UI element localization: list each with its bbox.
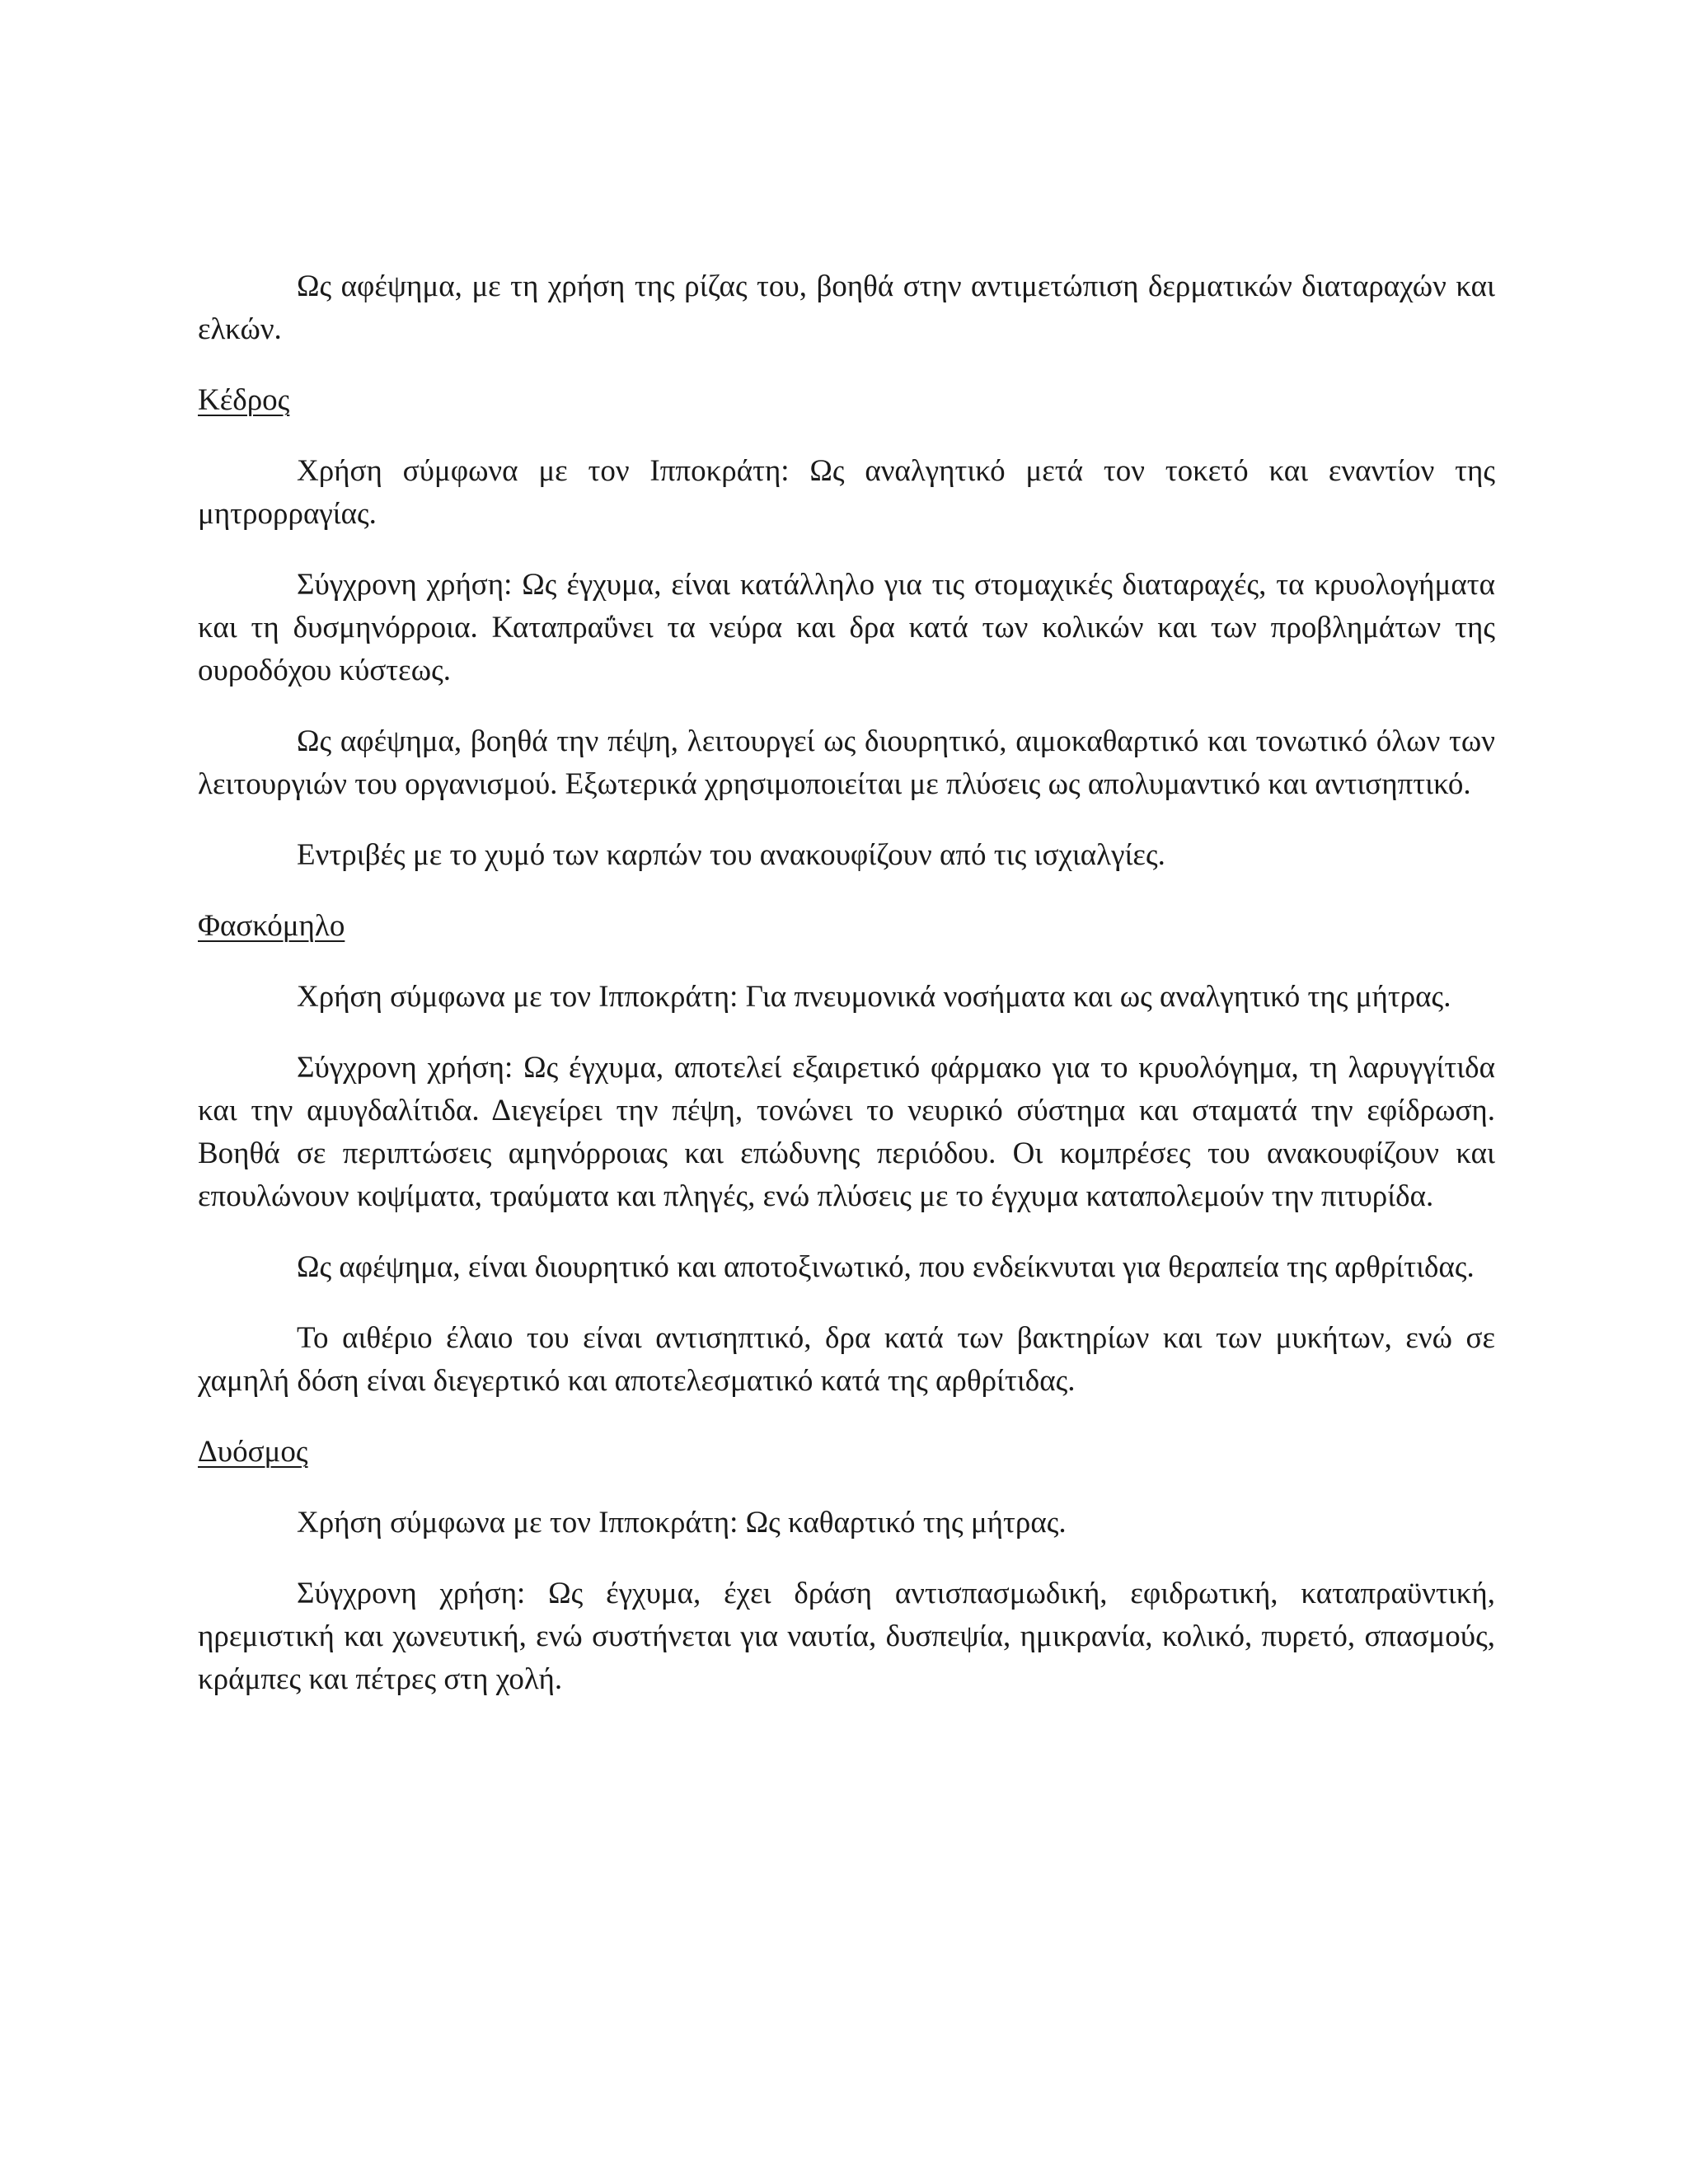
paragraph-kedros-modern-use: Σύγχρονη χρήση: Ως έγχυμα, είναι κατάλληλο για τις στομαχικές διαταραχές, τα κρυολογήματα και τη δυσμηνόρροια. Καταπραΰνει τα νεύρα και δρα κατά των κολικών και των προβλημάτων της ουροδόχου κύστεως. xyxy=(198,568,1495,687)
paragraph-kedros-decoction: Ως αφέψημα, βοηθά την πέψη, λειτουργεί ως διουρητικό, αιμοκαθαρτικό και τονωτικό όλων των λειτουργιών του οργανισμού. Εξωτερικά χρησιμοποιείται με πλύσεις ως απολυμαντικό και αντισηπτικό. xyxy=(198,724,1495,801)
paragraph-faskomilo-modern-use: Σύγχρονη χρήση: Ως έγχυμα, αποτελεί εξαιρετικό φάρμακο για το κρυολόγημα, τη λαρυγγίτιδα και την αμυγδαλίτιδα. Διεγείρει την πέψη, τονώνει το νευρικό σύστημα και σταματά την εφίδρωση. Βοηθά σε περιπτώσεις αμηνόρροιας και επώδυνης περιόδου. Οι κομπρέσες του ανακουφίζουν και επουλώνουν κοψίματα, τραύματα και πληγές, ενώ πλύσεις με το έγχυμα καταπολεμούν την πιτυρίδα. xyxy=(198,1051,1495,1213)
paragraph-kedros-rubs: Εντριβές με το χυμό των καρπών του ανακουφίζουν από τις ισχιαλγίες. xyxy=(297,838,1165,872)
paragraph-faskomilo-essential-oil: Το αιθέριο έλαιο του είναι αντισηπτικό, δρα κατά των βακτηρίων και των μυκήτων, ενώ σε χαμηλή δόση είναι διεγερτικό και αποτελεσματικό κατά της αρθρίτιδας. xyxy=(198,1321,1495,1398)
paragraph-kedros-hippocrates: Χρήση σύμφωνα με τον Ιπποκράτη: Ως αναλγητικό μετά τον τοκετό και εναντίον της μητρορραγίας. xyxy=(198,454,1495,531)
section-heading-kedros: Κέδρος xyxy=(198,383,290,417)
paragraph-dyosmos-hippocrates: Χρήση σύμφωνα με τον Ιπποκράτη: Ως καθαρτικό της μήτρας. xyxy=(297,1506,1067,1540)
document-body xyxy=(198,265,1495,1729)
paragraph-faskomilo-hippocrates: Χρήση σύμφωνα με τον Ιπποκράτη: Για πνευμονικά νοσήματα και ως αναλγητικό της μήτρας. xyxy=(297,980,1451,1014)
section-heading-faskomilo: Φασκόμηλο xyxy=(198,909,345,943)
paragraph-dyosmos-modern-use: Σύγχρονη χρήση: Ως έγχυμα, έχει δράση αντισπασμωδική, εφιδρωτική, καταπραϋντική, ηρεμιστική και χωνευτική, ενώ συστήνεται για ναυτία, δυσπεψία, ημικρανία, κολικό, πυρετό, σπασμούς, κράμπες και πέτρες στη χολή. xyxy=(198,1577,1495,1696)
section-heading-dyosmos: Δυόσμος xyxy=(198,1435,308,1469)
paragraph-faskomilo-decoction: Ως αφέψημα, είναι διουρητικό και αποτοξινωτικό, που ενδείκνυται για θεραπεία της αρθρίτιδας. xyxy=(297,1250,1475,1284)
paragraph-root-decoction: Ως αφέψημα, με τη χρήση της ρίζας του, βοηθά στην αντιμετώπιση δερματικών διαταραχών και ελκών. xyxy=(198,269,1495,346)
